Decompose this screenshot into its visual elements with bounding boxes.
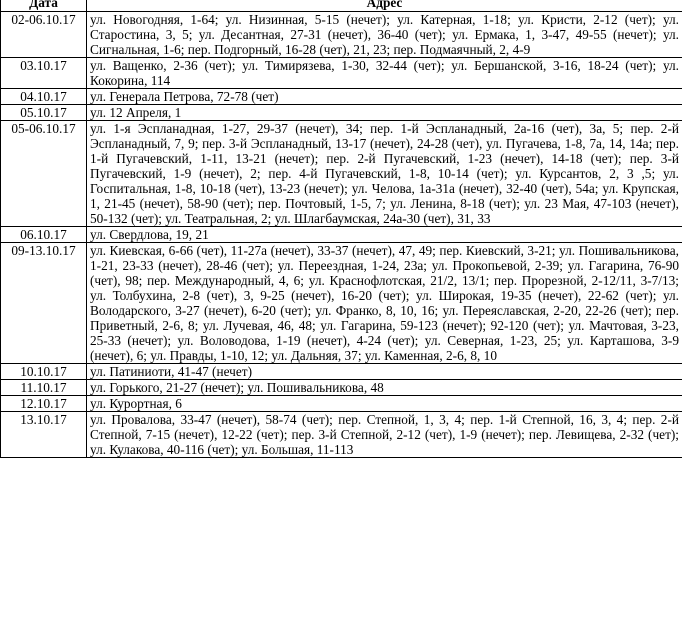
table-row — [1, 89, 682, 105]
row-address: ул. Курортная, 6 — [87, 396, 682, 412]
row-date: 03.10.17 — [1, 58, 87, 89]
row-date: 04.10.17 — [1, 89, 87, 105]
table-row — [1, 380, 682, 396]
row-address: ул. 1-я Эспланадная, 1-27, 29-37 (нечет), 34; пер. 1-й Эспланадный, 2а-16 (чет), 3а, 5; пер. 2-й Эспланадный, 7, 9; пер. 3-й Эспланадный, 13-17 (нечет), 24-28 (чет), ул. Пугачева, 1-8, 7а, 14, 14а; пер. 1-й Пугачевский, 1-11, 13-21 (нечет); пер. 2-й Пугачевский, 1-23 (нечет), 14-18 (чет); пер. 3-й Пугачевский, 1-9 (нечет), 2; пер. 4-й Пугачевский, 1-8, 10-14 (чет); ул. Курсантов, 2, 3 ,5; ул. Госпитальная, 1-8, 10-18 (чет), 13-23 (нечет); ул. Челова, 1а-31а (нечет), 32-40 (чет), 54а; ул. Крупская, 1, 21-45 (нечет), 58-90 (чет); пер. Почтовый, 1-5, 7; ул. Ленина, 8-18 (чет); ул. 23 Мая, 47-103 (нечет), 50-132 (чет); ул. Театральная, 2; ул. Шлагбаумская, 24а-30 (чет), 31, 33 — [87, 121, 682, 227]
row-address: ул. Киевская, 6-66 (чет), 11-27а (нечет), 33-37 (нечет), 47, 49; пер. Киевский, 3-21; ул. Пошивальникова, 1-21, 23-33 (нечет), 28-46 (чет); ул. Переездная, 1-24, 23а; ул. Прокопьевой, 2-39; ул. Гагарина, 76-90 (чет), 98; пер. Международный, 4, 6; ул. Краснофлотская, 21/2, 13/1; пер. Прорезной, 2-12/11, 3-7/13; ул. Толбухина, 2-8 (чет), 3, 9-25 (нечет), 16-20 (чет); ул. Широкая, 19-35 (нечет), 22-62 (чет); ул. Володарского, 3-27 (нечет), 6-20 (чет); ул. Франко, 8, 10, 16; ул. Переяславская, 2-20, 22-26 (чет); пер. Приветный, 2-6, 8; ул. Лучевая, 46, 48; ул. Гагарина, 59-123 (нечет); 92-120 (чет); ул. Мачтовая, 3-23, 25-33 (нечет); ул. Воловодова, 1-19 (нечет), 4-24 (чет); ул. Северная, 1-23, 25; ул. Карташова, 3-9 (нечет), 6; ул. Правды, 1-10, 12; ул. Дальняя, 37; ул. Каменная, 2-6, 8, 10 — [87, 243, 682, 364]
column-header-date: Дата — [1, 0, 87, 12]
table-row — [1, 121, 682, 227]
row-date: 10.10.17 — [1, 364, 87, 380]
row-address: ул. Ващенко, 2-36 (чет); ул. Тимирязева, 1-30, 32-44 (чет); ул. Бершанской, 3-16, 18-24 (чет); ул. Кокорина, 114 — [87, 58, 682, 89]
table-row — [1, 227, 682, 243]
row-date: 09-13.10.17 — [1, 243, 87, 364]
row-address: ул. Горького, 21-27 (нечет); ул. Пошивальникова, 48 — [87, 380, 682, 396]
column-header-address: Адрес — [87, 0, 682, 12]
row-address: ул. Патиниоти, 41-47 (нечет) — [87, 364, 682, 380]
row-address: ул. 12 Апреля, 1 — [87, 105, 682, 121]
table-row — [1, 243, 682, 364]
table-row — [1, 396, 682, 412]
table-row — [1, 364, 682, 380]
table-row — [1, 105, 682, 121]
row-date: 05-06.10.17 — [1, 121, 87, 227]
row-date: 06.10.17 — [1, 227, 87, 243]
table-row — [1, 58, 682, 89]
row-date: 02-06.10.17 — [1, 12, 87, 58]
row-address: ул. Новогодняя, 1-64; ул. Низинная, 5-15 (нечет); ул. Катерная, 1-18; ул. Кристи, 2-12 (чет); ул. Старостина, 3, 5; ул. Десантная, 27-31 (нечет), 36-40 (чет); ул. Ермака, 1, 3-47, 49-55 (нечет); ул. Сигнальная, 1-6; пер. Подгорный, 16-28 (чет), 21, 23; пер. Подмаячный, 2, 4-9 — [87, 12, 682, 58]
row-date: 13.10.17 — [1, 412, 87, 458]
table-row — [1, 412, 682, 458]
row-address: ул. Свердлова, 19, 21 — [87, 227, 682, 243]
row-date: 05.10.17 — [1, 105, 87, 121]
row-date: 11.10.17 — [1, 380, 87, 396]
table-header-row — [1, 0, 682, 12]
row-address: ул. Генерала Петрова, 72-78 (чет) — [87, 89, 682, 105]
row-date: 12.10.17 — [1, 396, 87, 412]
row-address: ул. Провалова, 33-47 (нечет), 58-74 (чет); пер. Степной, 1, 3, 4; пер. 1-й Степной, 16, 3, 4; пер. 2-й Степной, 7-15 (нечет), 12-22 (чет); пер. 3-й Степной, 2-12 (чет), 1-9 (нечет); пер. Левищева, 2-32 (чет); ул. Кулакова, 40-116 (чет); ул. Большая, 11-113 — [87, 412, 682, 458]
table-row — [1, 12, 682, 58]
